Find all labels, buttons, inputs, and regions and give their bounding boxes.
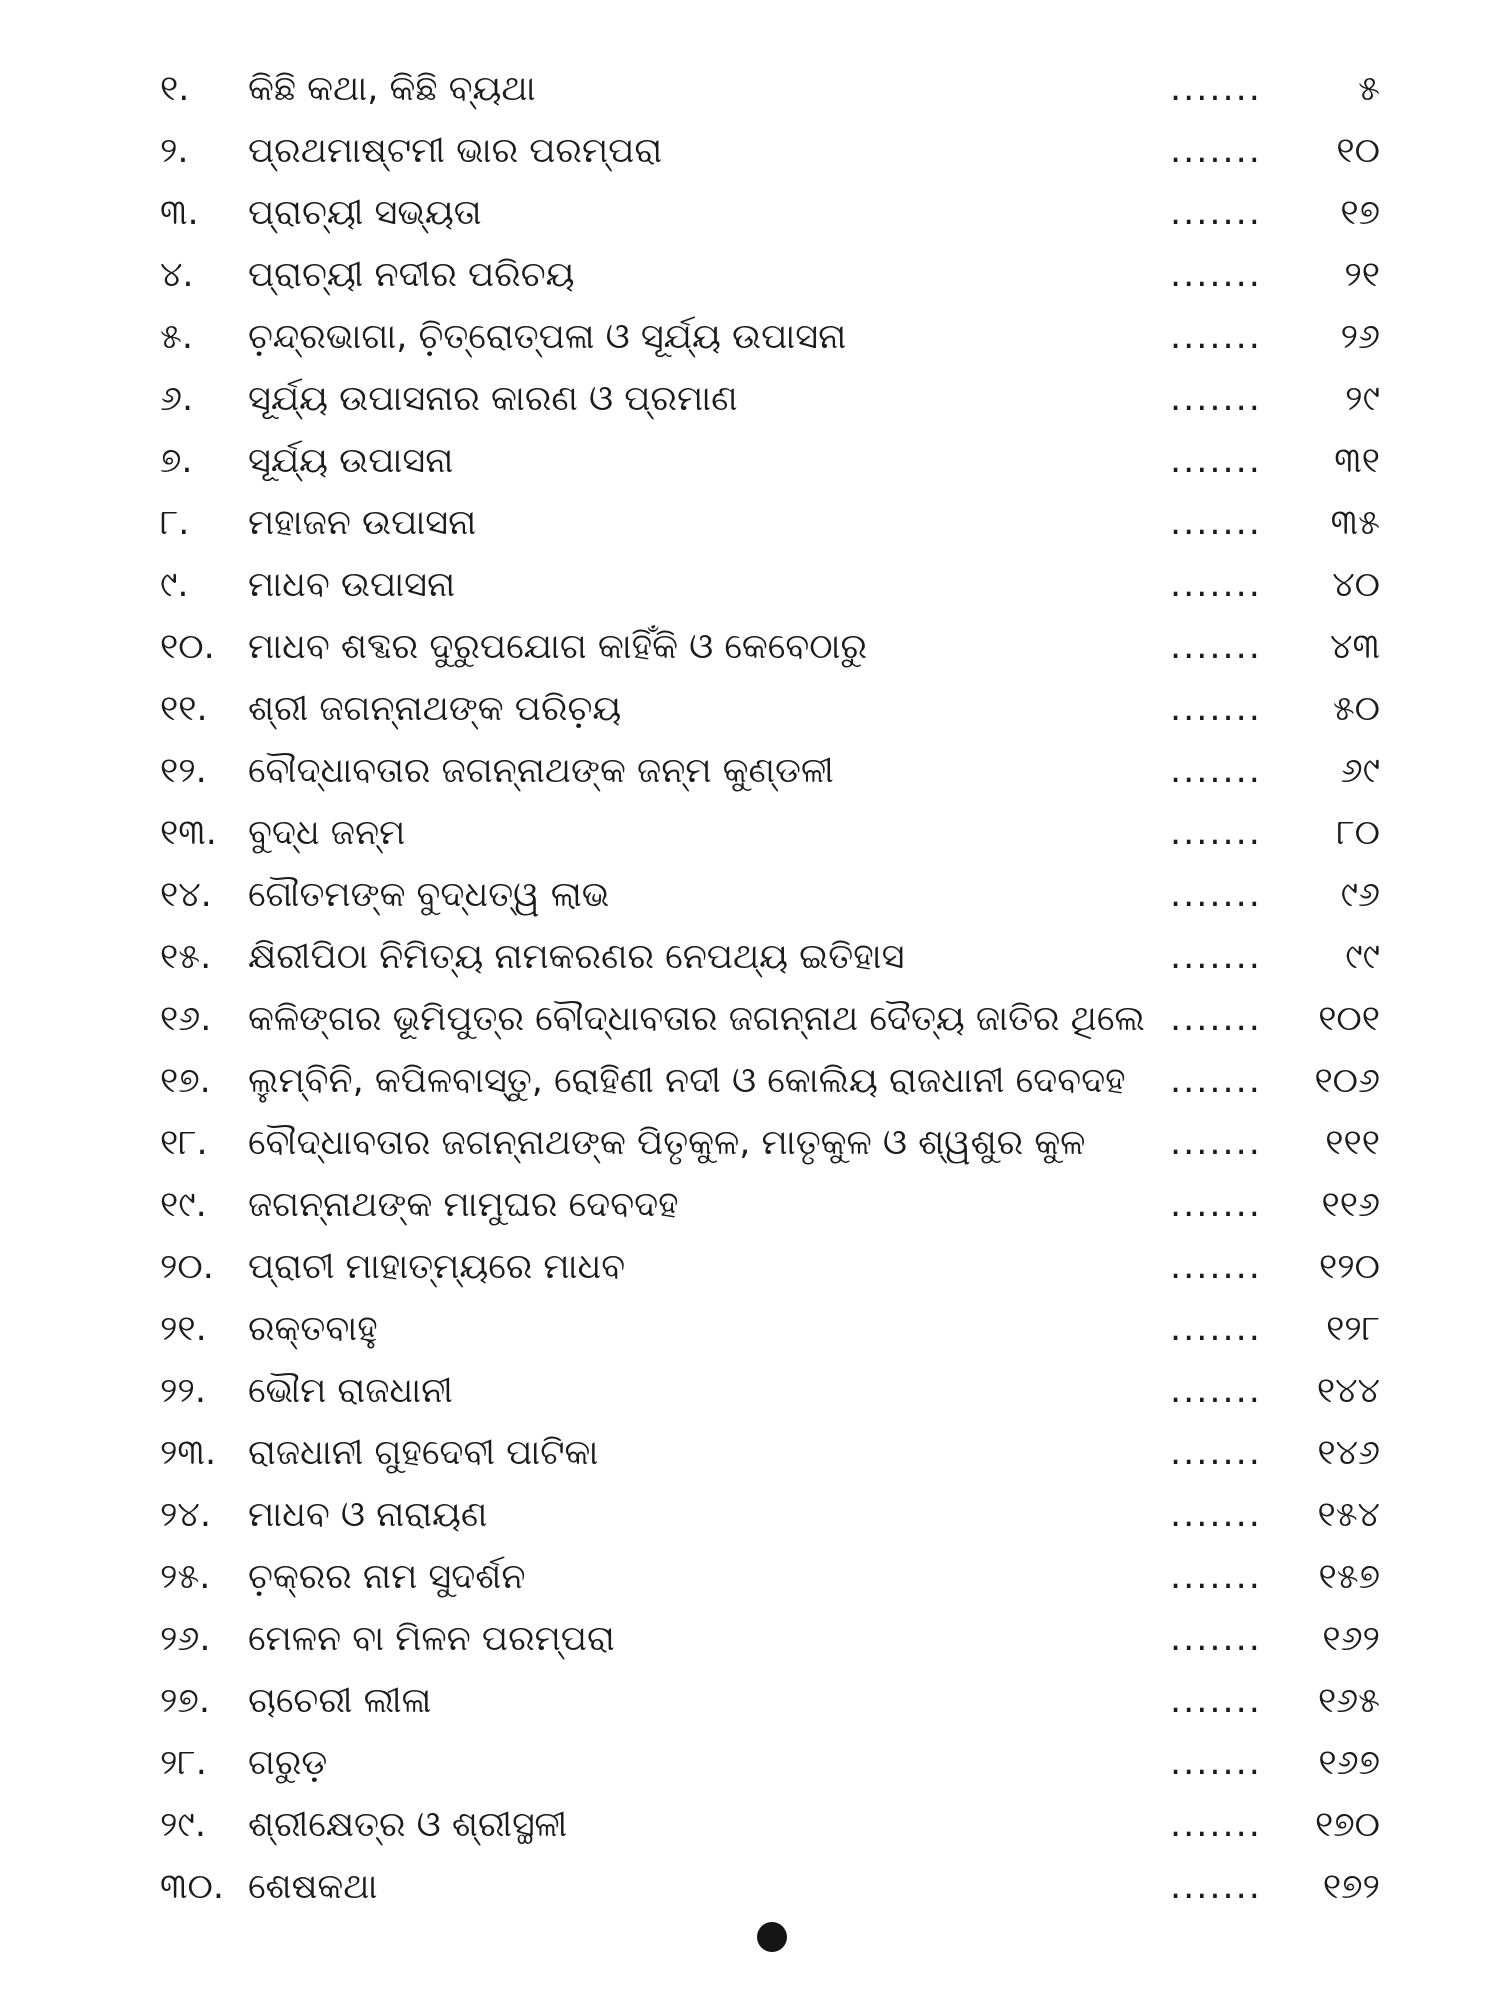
toc-entry-page-number: ୯୯ (1345, 937, 1380, 977)
toc-entry-title: ଶ୍ରୀ ଜଗନ୍ନାଥଙ୍କ ପରିଚ଼ୟ (248, 689, 622, 729)
toc-entry-number: ୨୨. (160, 1371, 206, 1411)
toc-entry-page-number: ୩୧ (1334, 441, 1380, 481)
toc-entry-page-number: ୪୦ (1332, 565, 1380, 605)
toc-entry-page-number: ୧୦୧ (1318, 999, 1380, 1039)
toc-leader-dots: ....... (1170, 441, 1262, 481)
toc-leader-dots: ....... (1170, 1061, 1262, 1101)
toc-entry (160, 1732, 1380, 1794)
toc-entry-title: କଳିଙ୍ଗର ଭୂମିପୁତ୍ର ବୌଦ୍ଧାବତାର ଜଗନ୍ନାଥ ଦୈତ୍ୟ ଜାତିର ଥିଲେ (248, 999, 1145, 1039)
toc-leader-dots: ....... (1170, 193, 1262, 233)
toc-entry-title: ଚ଼ନ୍ଦ୍ରଭାଗା, ଚ଼ିତ୍ରୋତ୍ପଳା ଓ ସୂର୍ଯ୍ୟ ଉପାସନା (248, 317, 847, 357)
toc-entry-title: ଜଗନ୍ନାଥଙ୍କ ମାମୁଘର ଦେବଦହ (248, 1185, 679, 1225)
toc-entry-number: ୨୦. (160, 1247, 214, 1287)
toc-entry-number: ୨୧. (160, 1309, 207, 1349)
toc-entry-number: ୧୬. (160, 999, 212, 1039)
toc-entry-page-number: ୫୦ (1332, 689, 1380, 729)
toc-leader-dots: ....... (1170, 1247, 1262, 1287)
toc-entry-page-number: ୧୧୧ (1325, 1123, 1380, 1163)
toc-entry-title: ପ୍ରାଚୀ ମାହାତ୍ମ୍ୟରେ ମାଧବ (248, 1247, 626, 1287)
toc-entry (160, 1670, 1380, 1732)
table-of-contents (160, 58, 1380, 1918)
toc-entry-page-number: ୧୫୭ (1318, 1557, 1380, 1597)
toc-entry-title: ପ୍ରାଚ୍ୟୀ ସଭ୍ୟତା (248, 193, 482, 233)
toc-entry-title: ଲୁମ୍ବିନି, କପିଳବାସ୍ତୁ, ରୋହିଣୀ ନଦୀ ଓ କୋଲିୟ ରାଜଧାନୀ ଦେବଦହ (248, 1061, 1126, 1101)
toc-entry-page-number: ୨୧ (1344, 255, 1380, 295)
toc-entry-number: ୬. (160, 379, 194, 419)
toc-entry-page-number: ୩୫ (1330, 503, 1380, 543)
toc-entry-page-number: ୧୦ (1336, 131, 1380, 171)
toc-entry-title: ଭୌମ ରାଜଧାନୀ (248, 1371, 453, 1411)
toc-entry-title: ରକ୍ତବାହୁ (248, 1309, 378, 1349)
toc-leader-dots: ....... (1170, 379, 1262, 419)
toc-leader-dots: ....... (1170, 1495, 1262, 1535)
toc-entry-number: ୧୮. (160, 1123, 208, 1163)
toc-leader-dots: ....... (1170, 627, 1262, 667)
toc-entry-number: ୩୦. (160, 1867, 224, 1907)
toc-entry-title: ସୂର୍ଯ୍ୟ ଉପାସନା (248, 441, 454, 481)
toc-entry-title: ଚାଚେରୀ ଲୀଳା (248, 1681, 432, 1721)
toc-leader-dots: ....... (1170, 1805, 1262, 1845)
toc-entry (160, 864, 1380, 926)
toc-entry-number: ୧୭. (160, 1061, 211, 1101)
toc-entry (160, 368, 1380, 430)
toc-entry (160, 1484, 1380, 1546)
toc-entry-title: ପ୍ରଥମାଷ୍ଟମୀ ଭାର ପରମ୍ପରା (248, 131, 663, 171)
toc-entry (160, 120, 1380, 182)
toc-entry-number: ୧୦. (160, 627, 215, 667)
toc-entry-number: ୩. (160, 193, 199, 233)
toc-entry-page-number: ୧୬୫ (1317, 1681, 1380, 1721)
toc-entry-number: ୭. (160, 441, 193, 481)
toc-entry (160, 1794, 1380, 1856)
toc-entry (160, 1050, 1380, 1112)
toc-entry-page-number: ୧୬୨ (1322, 1619, 1380, 1659)
toc-leader-dots: ....... (1170, 689, 1262, 729)
toc-entry-title: ରାଜଧାନୀ ଗୁହଦେବୀ ପାଟିକା (248, 1433, 599, 1473)
toc-entry-page-number: ୧୦୬ (1314, 1061, 1380, 1101)
toc-entry-title: ଗୌତମଙ୍କ ବୁଦ୍ଧତ୍ୱ ଲାଭ (248, 875, 610, 915)
toc-entry-page-number: ୨୯ (1345, 379, 1380, 419)
toc-entry-number: ୨୭. (160, 1681, 210, 1721)
toc-entry-page-number: ୧୭ (1340, 193, 1380, 233)
toc-entry-title: ପ୍ରାଚ୍ୟୀ ନଦୀର ପରିଚୟ (248, 255, 575, 295)
toc-leader-dots: ....... (1170, 317, 1262, 357)
toc-entry-number: ୧. (160, 69, 190, 109)
toc-entry-page-number: ୯୬ (1340, 875, 1380, 915)
toc-entry-number: ୨୫. (160, 1557, 211, 1597)
toc-entry-title: ବୌଦ୍ଧାବତାର ଜଗନ୍ନାଥଙ୍କ ଜନ୍ମ କୁଣ୍ଡଳୀ (248, 751, 834, 791)
toc-leader-dots: ....... (1170, 1867, 1262, 1907)
toc-leader-dots: ....... (1170, 813, 1262, 853)
toc-entry-page-number: ୧୪୬ (1317, 1433, 1380, 1473)
toc-entry-number: ୮. (160, 503, 190, 543)
toc-entry-page-number: ୫ (1358, 69, 1380, 109)
toc-leader-dots: ....... (1170, 937, 1262, 977)
toc-entry-number: ୪. (160, 255, 194, 295)
toc-entry (160, 802, 1380, 864)
toc-entry (160, 182, 1380, 244)
toc-leader-dots: ....... (1170, 1309, 1262, 1349)
toc-entry (160, 306, 1380, 368)
toc-entry (160, 430, 1380, 492)
toc-entry-number: ୧୫. (160, 937, 212, 977)
toc-entry (160, 1608, 1380, 1670)
toc-entry (160, 492, 1380, 554)
toc-entry (160, 1174, 1380, 1236)
toc-leader-dots: ....... (1170, 69, 1262, 109)
toc-entry (160, 1422, 1380, 1484)
toc-leader-dots: ....... (1170, 1185, 1262, 1225)
toc-entry-number: ୧୪. (160, 875, 212, 915)
toc-entry (160, 988, 1380, 1050)
toc-leader-dots: ....... (1170, 1433, 1262, 1473)
toc-entry-title: ସୂର୍ଯ୍ୟ ଉପାସନାର କାରଣ ଓ ପ୍ରମାଣ (248, 379, 738, 419)
toc-entry-page-number: ୧୨୦ (1318, 1247, 1380, 1287)
toc-entry-number: ୧୨. (160, 751, 207, 791)
toc-entry (160, 1298, 1380, 1360)
toc-entry-number: ୨୬. (160, 1619, 211, 1659)
toc-entry (160, 1112, 1380, 1174)
toc-entry-number: ୨. (160, 131, 189, 171)
toc-entry-number: ୧୯. (160, 1185, 207, 1225)
toc-leader-dots: ....... (1170, 131, 1262, 171)
toc-entry-title: ମାଧବ ଶବ୍ଦର ଦୁରୁପଯୋଗ କାହିଁକି ଓ କେବେଠାରୁ (248, 627, 868, 667)
toc-entry-number: ୨୩. (160, 1433, 217, 1473)
toc-leader-dots: ....... (1170, 255, 1262, 295)
toc-entry-number: ୨୮. (160, 1743, 207, 1783)
toc-leader-dots: ....... (1170, 751, 1262, 791)
toc-entry (160, 244, 1380, 306)
toc-leader-dots: ....... (1170, 1371, 1262, 1411)
page-folio-dot (757, 1922, 787, 1952)
toc-entry (160, 678, 1380, 740)
toc-entry-number: ୧୩. (160, 813, 217, 853)
toc-entry-number: ୨୪. (160, 1495, 211, 1535)
toc-entry-title: ମହାଜନ ଉପାସନା (248, 503, 477, 543)
toc-entry (160, 616, 1380, 678)
toc-entry (160, 1856, 1380, 1918)
toc-leader-dots: ....... (1170, 875, 1262, 915)
toc-entry-page-number: ୧୫୪ (1317, 1495, 1380, 1535)
toc-entry-title: ଗରୁଡ଼ (248, 1743, 328, 1783)
toc-leader-dots: ....... (1170, 999, 1262, 1039)
toc-entry-page-number: ୪୩ (1330, 627, 1380, 667)
toc-entry-page-number: ୧୧୬ (1321, 1185, 1380, 1225)
toc-entry (160, 554, 1380, 616)
toc-leader-dots: ....... (1170, 1123, 1262, 1163)
toc-entry-title: ଚ଼କ୍ରର ନାମ ସୁଦର୍ଶନ (248, 1557, 526, 1597)
toc-entry-title: ମାଧବ ଉପାସନା (248, 565, 456, 605)
toc-entry-title: ବୁଦ୍ଧ ଜନ୍ମ (248, 813, 406, 853)
toc-entry-number: ୨୯. (160, 1805, 206, 1845)
toc-entry (160, 58, 1380, 120)
toc-entry (160, 1546, 1380, 1608)
toc-entry-number: ୧୧. (160, 689, 208, 729)
toc-entry-page-number: ୨୬ (1340, 317, 1380, 357)
toc-entry-title: ମାଧବ ଓ ନାରାୟଣ (248, 1495, 488, 1535)
toc-leader-dots: ....... (1170, 1619, 1262, 1659)
toc-leader-dots: ....... (1170, 503, 1262, 543)
toc-entry-title: ଶେଷକଥା (248, 1867, 378, 1907)
toc-leader-dots: ....... (1170, 1557, 1262, 1597)
toc-leader-dots: ....... (1170, 565, 1262, 605)
toc-entry (160, 926, 1380, 988)
toc-leader-dots: ....... (1170, 1681, 1262, 1721)
toc-entry-page-number: ୧୨୮ (1326, 1309, 1380, 1349)
toc-entry-title: କିଛି କଥା, କିଛି ବ୍ୟଥା (248, 69, 536, 109)
toc-entry-page-number: ୮୦ (1336, 813, 1380, 853)
toc-entry-title: ମେଳନ ବା ମିଳନ ପରମ୍ପରା (248, 1619, 615, 1659)
toc-entry (160, 1360, 1380, 1422)
toc-entry-title: ଶ୍ରୀକ୍ଷେତ୍ର ଓ ଶ୍ରୀସ୍ଥଳୀ (248, 1805, 568, 1845)
toc-entry-page-number: ୧୭୨ (1322, 1867, 1380, 1907)
toc-entry-page-number: ୧୭୦ (1315, 1805, 1380, 1845)
toc-entry-number: ୫. (160, 317, 193, 357)
toc-entry-page-number: ୧୪୪ (1316, 1371, 1380, 1411)
toc-entry-number: ୯. (160, 565, 189, 605)
toc-entry (160, 1236, 1380, 1298)
toc-entry-title: କ୍ଷିରୀପିଠା ନିମିତ୍ୟ ନାମକରଣର ନେପଥ୍ୟ ଇତିହାସ (248, 937, 905, 977)
toc-entry-page-number: ୧୬୭ (1318, 1743, 1380, 1783)
toc-entry-title: ବୌଦ୍ଧାବତାର ଜଗନ୍ନାଥଙ୍କ ପିତୃକୁଳ, ମାତୃକୁଳ ଓ ଶ୍ୱଶୁର କୁଳ (248, 1123, 1086, 1163)
toc-leader-dots: ....... (1170, 1743, 1262, 1783)
toc-entry (160, 740, 1380, 802)
toc-entry-page-number: ୬୯ (1340, 751, 1380, 791)
